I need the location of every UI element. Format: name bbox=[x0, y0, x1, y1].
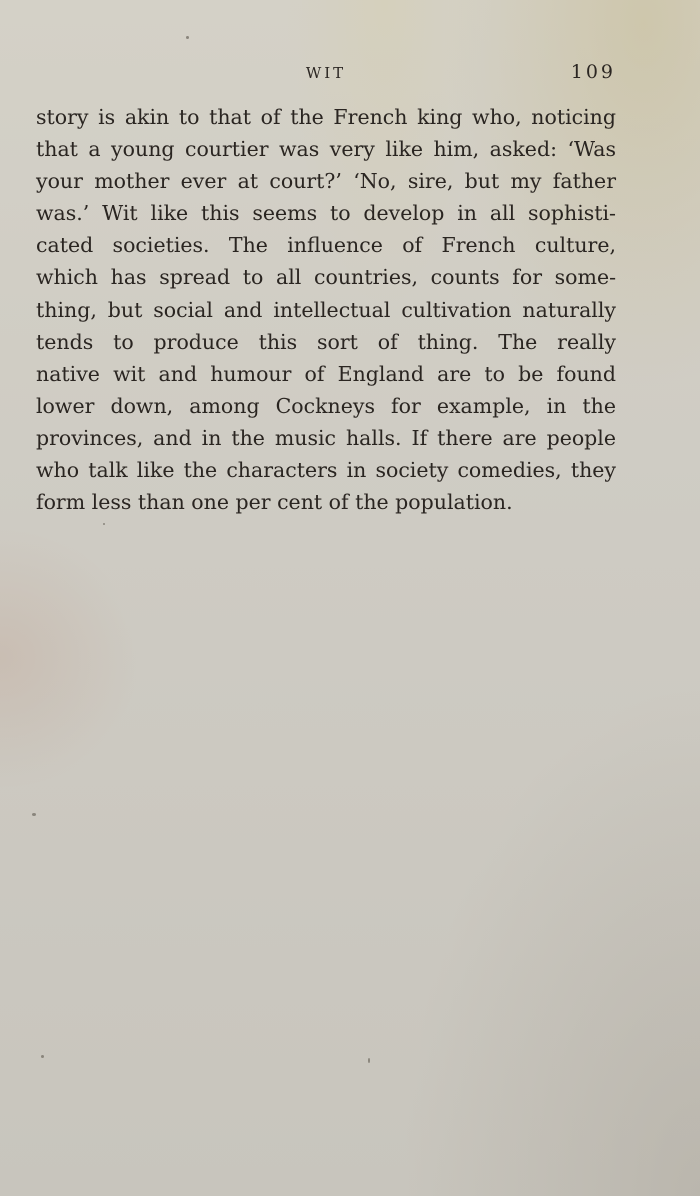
text-line: lower down, among Cockneys for example, in the bbox=[36, 393, 616, 418]
paper-speck bbox=[103, 523, 105, 525]
text-line: cated societies. The influence of French culture, bbox=[36, 233, 616, 258]
text-line: who talk like the characters in society comedies, they bbox=[36, 458, 616, 483]
body-paragraph bbox=[36, 101, 616, 518]
text-line: story is akin to that of the French king who, noticing bbox=[36, 105, 616, 129]
running-head bbox=[36, 60, 616, 88]
running-title: WIT bbox=[305, 64, 347, 82]
text-line: tends to produce this sort of thing. The really bbox=[36, 329, 616, 354]
paper-speck bbox=[32, 813, 36, 816]
text-line: form less than one per cent of the population. bbox=[36, 490, 513, 515]
text-line: native wit and humour of England are to be found bbox=[36, 361, 616, 386]
text-line: your mother ever at court?’ ‘No, sire, but my father bbox=[36, 169, 616, 194]
text-line: thing, but social and intellectual cultivation naturally bbox=[36, 297, 616, 322]
paper-speck bbox=[41, 1055, 44, 1058]
paper-speck bbox=[186, 36, 189, 39]
text-line: was.’ Wit like this seems to develop in all sophisti- bbox=[36, 201, 616, 226]
text-line: that a young courtier was very like him, asked: ‘Was bbox=[36, 137, 616, 162]
paper-speck bbox=[368, 1058, 370, 1063]
text-line: provinces, and in the music halls. If there are people bbox=[36, 425, 616, 450]
text-line: which has spread to all countries, counts for some- bbox=[36, 265, 616, 290]
page-number: 109 bbox=[570, 61, 616, 83]
